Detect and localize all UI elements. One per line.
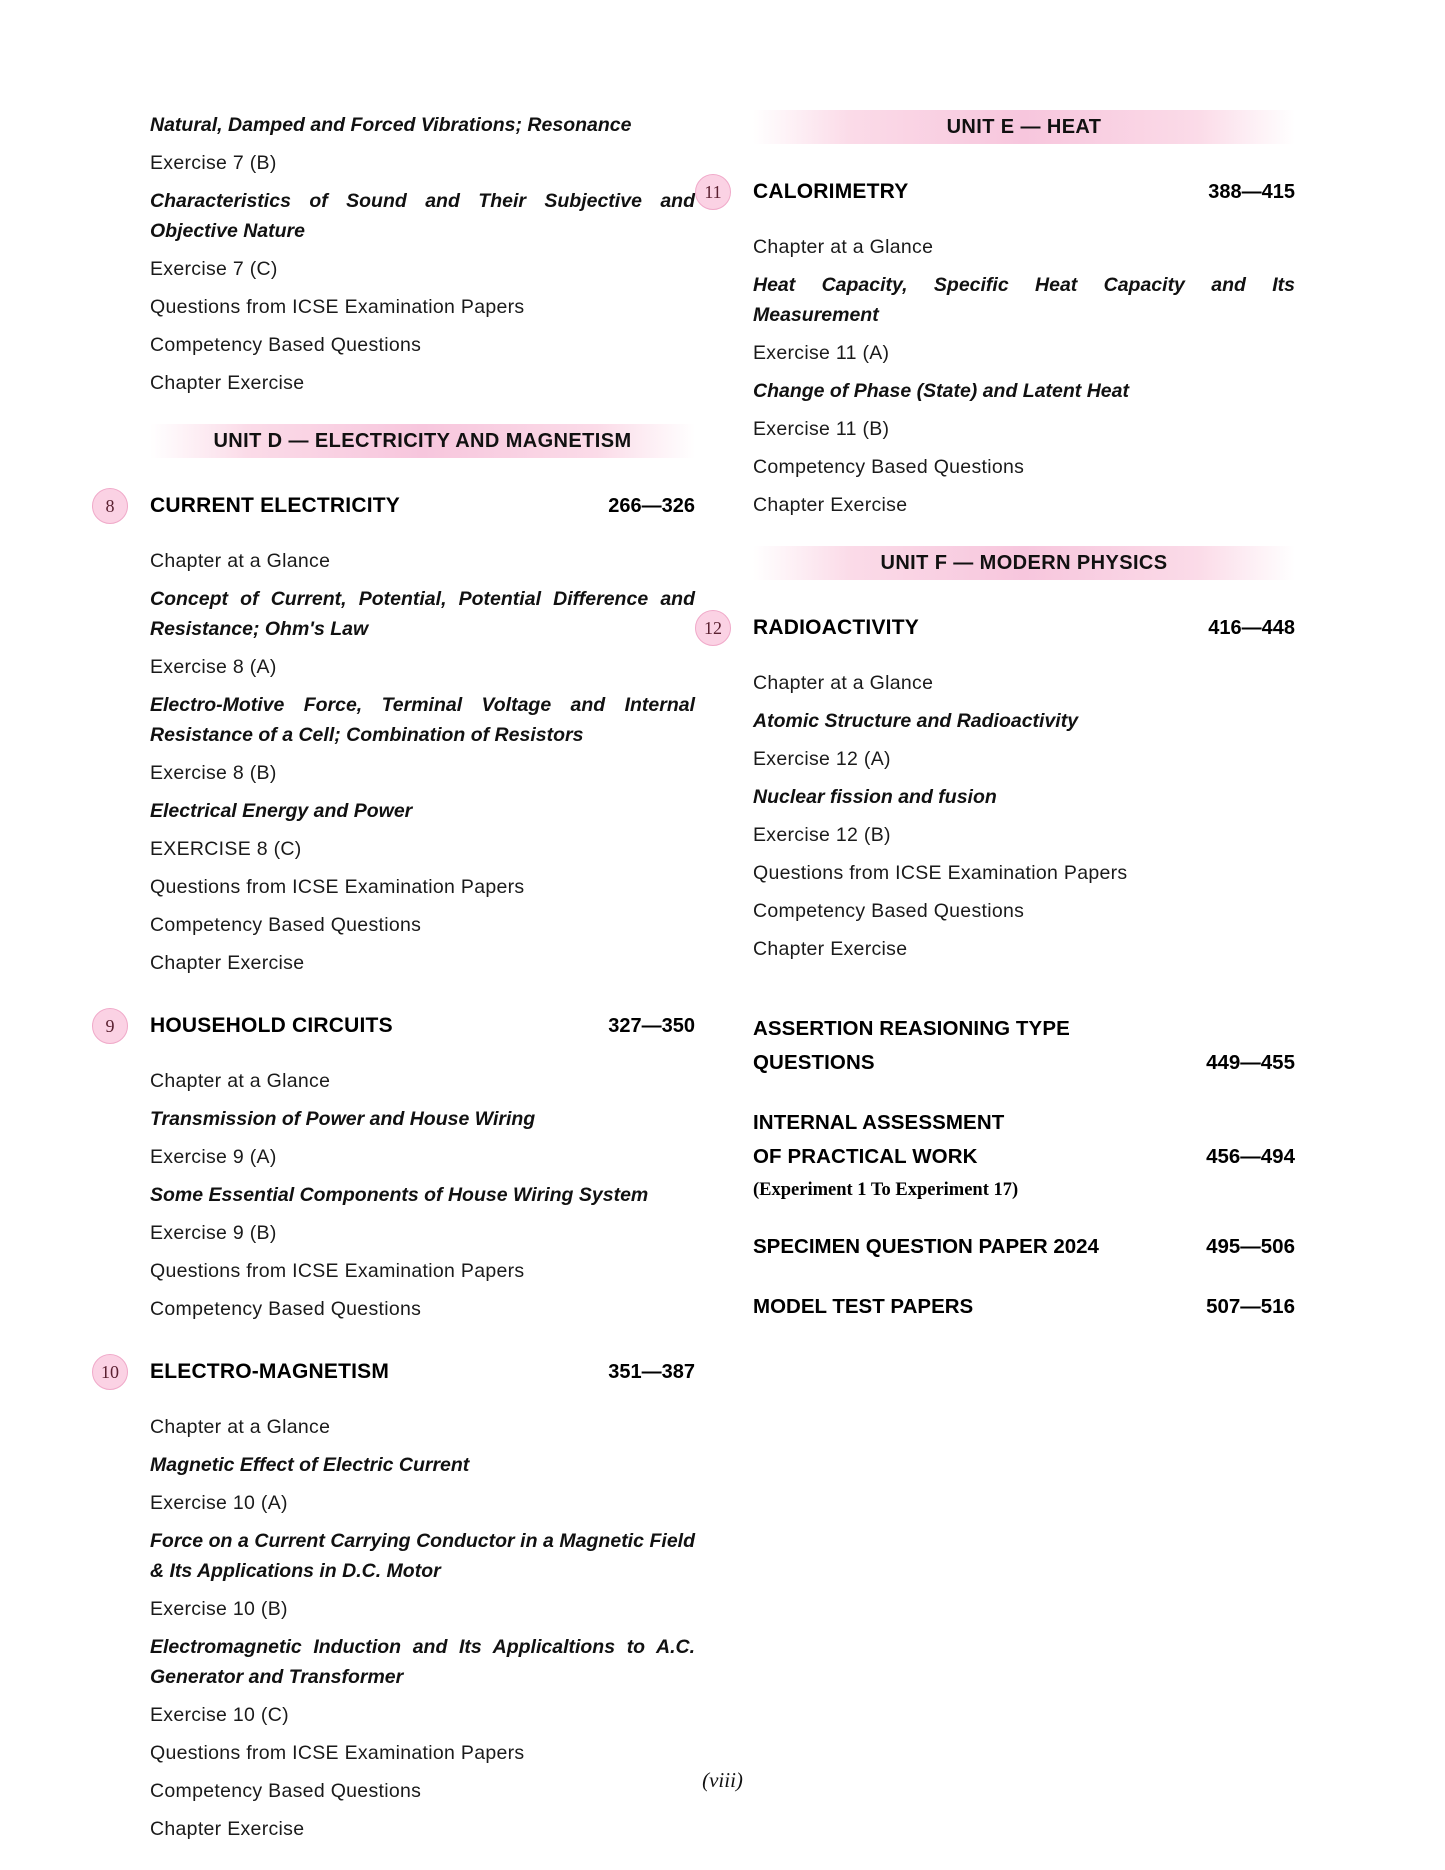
back-matter-specimen-paper[interactable] bbox=[753, 1230, 1295, 1264]
toc-entry-plain: Exercise 10 (B) bbox=[150, 1598, 288, 1620]
back-matter-page-range: 495—506 bbox=[1206, 1235, 1295, 1258]
toc-entry-plain: Competency Based Questions bbox=[150, 1298, 422, 1320]
left-column bbox=[101, 110, 695, 1852]
toc-entry-italic: Electro-Motive Force, Terminal Voltage and Internal Resistance of a Cell; Combination of Resistors bbox=[150, 694, 695, 746]
page-folio: (viii) bbox=[702, 1768, 743, 1792]
unit-heading-d-label: UNIT D — ELECTRICITY AND MAGNETISM bbox=[213, 429, 632, 452]
chapter-number-badge: 9 bbox=[92, 1008, 128, 1044]
chapter-number-badge: 8 bbox=[92, 488, 128, 524]
unit-heading-e bbox=[753, 110, 1295, 144]
toc-entry-italic: Electrical Energy and Power bbox=[150, 800, 413, 822]
toc-entry-plain: Chapter Exercise bbox=[753, 494, 908, 516]
back-matter-page-range: 449—455 bbox=[1206, 1051, 1295, 1074]
toc-entry-plain: Chapter Exercise bbox=[150, 372, 305, 394]
chapter-number-badge: 11 bbox=[695, 174, 731, 210]
back-matter-title: MODEL TEST PAPERS bbox=[753, 1295, 974, 1318]
toc-entry-italic: Characteristics of Sound and Their Subjective and Objective Nature bbox=[150, 190, 695, 242]
chapter-title: RADIOACTIVITY bbox=[753, 616, 919, 639]
unit-heading-f-label: UNIT F — MODERN PHYSICS bbox=[880, 551, 1168, 574]
back-matter-line bbox=[753, 1106, 1295, 1140]
contents-columns bbox=[101, 110, 1295, 1852]
chapter-number-badge: 12 bbox=[695, 610, 731, 646]
chapter-page-range: 327—350 bbox=[608, 1014, 695, 1037]
toc-entry-plain: Exercise 10 (A) bbox=[150, 1492, 288, 1514]
toc-entry-plain: Chapter at a Glance bbox=[753, 672, 934, 694]
toc-entry-plain: EXERCISE 8 (C) bbox=[150, 838, 302, 860]
back-matter-line bbox=[753, 1140, 1295, 1174]
back-matter-page-range: 507—516 bbox=[1206, 1295, 1295, 1318]
toc-entry-plain: Questions from ICSE Examination Papers bbox=[150, 296, 525, 318]
back-matter-title-line2: QUESTIONS bbox=[753, 1051, 875, 1074]
back-matter-internal-assessment[interactable] bbox=[753, 1106, 1295, 1204]
chapter-heading-8[interactable] bbox=[105, 488, 695, 524]
toc-entry-plain: Chapter Exercise bbox=[150, 1818, 305, 1840]
toc-entry-plain: Chapter Exercise bbox=[753, 938, 908, 960]
toc-entry-plain: Exercise 9 (A) bbox=[150, 1146, 277, 1168]
back-matter-line bbox=[753, 1046, 1295, 1080]
back-matter-model-test-papers[interactable] bbox=[753, 1290, 1295, 1324]
toc-entry-plain: Exercise 10 (C) bbox=[150, 1704, 289, 1726]
unit-heading-e-label: UNIT E — HEAT bbox=[946, 115, 1102, 138]
toc-entry-plain: Exercise 7 (B) bbox=[150, 152, 277, 174]
toc-entry-plain: Questions from ICSE Examination Papers bbox=[150, 1742, 525, 1764]
chapter-page-range: 416—448 bbox=[1208, 616, 1295, 639]
chapter-page-range: 266—326 bbox=[608, 494, 695, 517]
back-matter-title-line1: ASSERTION REASIONING TYPE bbox=[753, 1017, 1070, 1040]
toc-entry-plain: Competency Based Questions bbox=[753, 900, 1025, 922]
toc-entry-plain: Chapter Exercise bbox=[150, 952, 305, 974]
toc-entry-plain: Competency Based Questions bbox=[150, 1780, 422, 1802]
toc-entry-italic: Nuclear fission and fusion bbox=[753, 786, 997, 808]
toc-entry-plain: Exercise 8 (B) bbox=[150, 762, 277, 784]
chapter-9-entries bbox=[150, 1066, 695, 1324]
chapter-12-entries bbox=[753, 668, 1295, 964]
chapter-page-range: 351—387 bbox=[608, 1360, 695, 1383]
toc-entry-plain: Chapter at a Glance bbox=[150, 550, 331, 572]
chapter-page-range: 388—415 bbox=[1208, 180, 1295, 203]
chapter-8-entries bbox=[150, 546, 695, 978]
chapter-heading-10[interactable] bbox=[101, 1354, 695, 1390]
toc-entry-plain: Chapter at a Glance bbox=[753, 236, 934, 258]
toc-entry-italic: Some Essential Components of House Wiring System bbox=[150, 1184, 649, 1206]
back-matter-line bbox=[753, 1012, 1295, 1046]
back-matter-title-line2: OF PRACTICAL WORK bbox=[753, 1145, 978, 1168]
chapter-heading-9[interactable] bbox=[105, 1008, 695, 1044]
toc-entry-italic: Natural, Damped and Forced Vibrations; Resonance bbox=[150, 114, 632, 136]
back-matter-page-range: 456—494 bbox=[1206, 1145, 1295, 1168]
toc-entry-plain: Exercise 9 (B) bbox=[150, 1222, 277, 1244]
unit-heading-f bbox=[753, 546, 1295, 580]
chapter-title: ELECTRO-MAGNETISM bbox=[150, 1360, 390, 1383]
toc-entry-italic: Concept of Current, Potential, Potential Difference and Resistance; Ohm's Law bbox=[150, 588, 695, 640]
toc-entry-plain: Exercise 7 (C) bbox=[150, 258, 278, 280]
toc-entry-plain: Questions from ICSE Examination Papers bbox=[753, 862, 1128, 884]
toc-entry-plain: Questions from ICSE Examination Papers bbox=[150, 1260, 525, 1282]
toc-entry-plain: Exercise 12 (B) bbox=[753, 824, 891, 846]
chapter-number-badge: 10 bbox=[92, 1354, 128, 1390]
chapter-title: CURRENT ELECTRICITY bbox=[150, 494, 400, 517]
continued-entry-list bbox=[150, 110, 695, 398]
toc-entry-italic: Force on a Current Carrying Conductor in a Magnetic Field & Its Applications in D.C. Motor bbox=[150, 1530, 695, 1582]
toc-entry-plain: Chapter at a Glance bbox=[150, 1416, 331, 1438]
back-matter-assertion[interactable] bbox=[753, 1012, 1295, 1080]
toc-entry-plain: Competency Based Questions bbox=[150, 914, 422, 936]
back-matter-title-line1: INTERNAL ASSESSMENT bbox=[753, 1111, 1005, 1134]
toc-entry-plain: Competency Based Questions bbox=[753, 456, 1025, 478]
toc-entry-plain: Exercise 11 (B) bbox=[753, 418, 890, 440]
toc-entry-plain: Chapter at a Glance bbox=[150, 1070, 331, 1092]
toc-entry-plain: Questions from ICSE Examination Papers bbox=[150, 876, 525, 898]
chapter-11-entries bbox=[753, 232, 1295, 520]
toc-entry-italic: Magnetic Effect of Electric Current bbox=[150, 1454, 470, 1476]
toc-entry-italic: Electromagnetic Induction and Its Applicaltions to A.C. Generator and Transformer bbox=[150, 1636, 695, 1688]
toc-entry-plain: Exercise 8 (A) bbox=[150, 656, 277, 678]
toc-entry-plain: Exercise 12 (A) bbox=[753, 748, 891, 770]
chapter-title: HOUSEHOLD CIRCUITS bbox=[150, 1014, 393, 1037]
back-matter-title: SPECIMEN QUESTION PAPER 2024 bbox=[753, 1235, 1099, 1258]
toc-entry-plain: Exercise 11 (A) bbox=[753, 342, 890, 364]
toc-entry-italic: Atomic Structure and Radioactivity bbox=[753, 710, 1079, 732]
toc-entry-italic: Heat Capacity, Specific Heat Capacity and Its Measurement bbox=[753, 274, 1295, 326]
unit-heading-d bbox=[150, 424, 695, 458]
chapter-heading-12[interactable] bbox=[704, 610, 1295, 646]
toc-entry-italic: Transmission of Power and House Wiring bbox=[150, 1108, 536, 1130]
chapter-title: CALORIMETRY bbox=[753, 180, 909, 203]
toc-entry-italic: Change of Phase (State) and Latent Heat bbox=[753, 380, 1129, 402]
chapter-heading-11[interactable] bbox=[704, 174, 1295, 210]
toc-entry-plain: Competency Based Questions bbox=[150, 334, 422, 356]
back-matter-subtitle: (Experiment 1 To Experiment 17) bbox=[753, 1180, 1019, 1200]
